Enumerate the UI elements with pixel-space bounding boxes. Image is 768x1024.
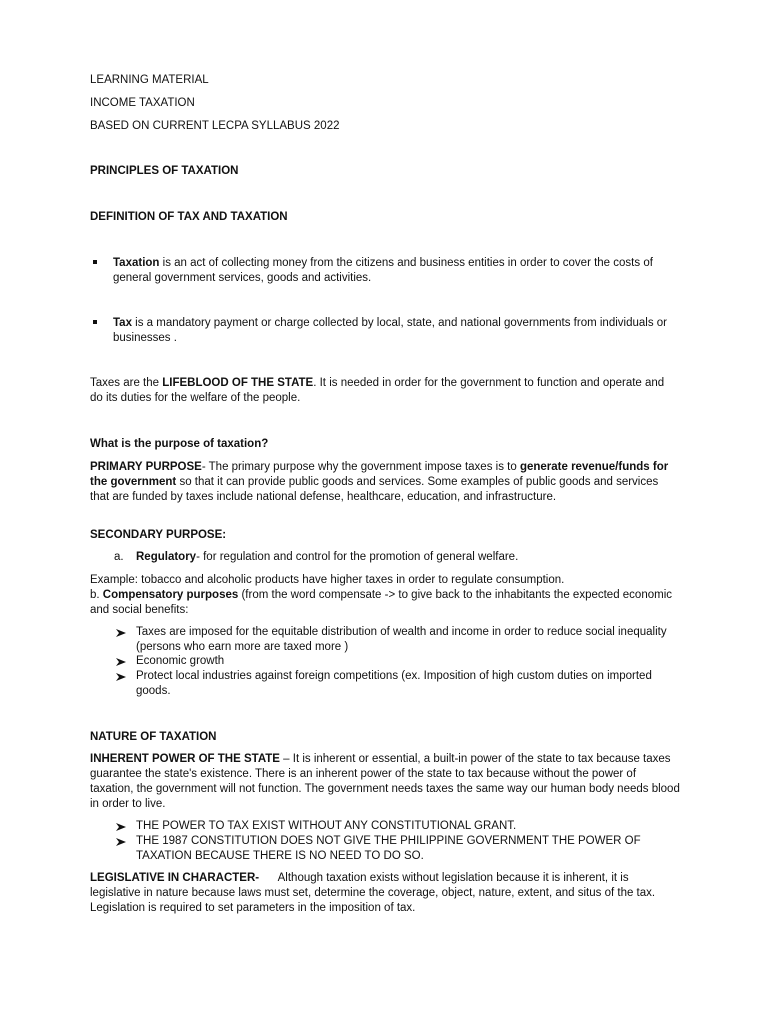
inherent-item-text: THE POWER TO TAX EXIST WITHOUT ANY CONSTITUTIONAL GRANT.	[136, 820, 517, 832]
header-line-2: INCOME TAXATION	[90, 97, 195, 109]
inherent-item-text: THE 1987 CONSTITUTION DOES NOT GIVE THE PHILIPPINE GOVERNMENT THE POWER OF TAXATION BECAUSE THERE IS NO NEED TO DO SO.	[136, 835, 641, 862]
header-line-3: BASED ON CURRENT LECPA SYLLABUS 2022	[90, 120, 340, 132]
compensatory-item-text: Economic growth	[136, 655, 225, 667]
tax-definition: Tax is a mandatory payment or charge collected by local, state, and national governments from individuals or businesses .	[113, 317, 667, 344]
arrow-bullet-icon	[114, 834, 134, 846]
list-marker-a: a.	[114, 551, 124, 563]
compensatory-item-text: Protect local industries against foreign competitions (ex. Imposition of high custom duties on imported goods.	[136, 670, 652, 697]
principles-heading: PRINCIPLES OF TAXATION	[90, 165, 239, 177]
legislative-paragraph: LEGISLATIVE IN CHARACTER- Although taxation exists without legislation because it is inherent, it is legislative in nature because laws must set, determine the coverage, object, nature, extent, and situs of the tax. Legislation is required to set parameters in the imposition of tax.	[90, 872, 659, 914]
arrow-bullet-icon	[114, 625, 134, 637]
square-bullet-icon	[90, 256, 100, 271]
primary-purpose-paragraph: PRIMARY PURPOSE- The primary purpose why the government impose taxes is to generate revenue/funds for the government so that it can provide public goods and services. Some examples of public goods and services that are funded by taxes include national defense, healthcare, education, and infrastructure.	[90, 461, 669, 503]
arrow-bullet-icon	[114, 669, 134, 681]
arrow-bullet-icon	[114, 654, 134, 666]
nature-heading: NATURE OF TAXATION	[90, 731, 217, 743]
secondary-purpose-label: SECONDARY PURPOSE:	[90, 529, 227, 541]
regulatory-text: Regulatory- for regulation and control for the promotion of general welfare.	[136, 551, 519, 563]
compensatory-item-text: Taxes are imposed for the equitable distribution of wealth and income in order to reduce social inequality (persons who earn more are taxed more )	[136, 626, 667, 653]
inherent-power-paragraph: INHERENT POWER OF THE STATE – It is inherent or essential, a built-in power of the state to tax because taxes guarantee the state's existence. There is an inherent power of the state to tax because without the power of taxation, the government will not function. The government needs taxes the same way our human body needs blood in order to live.	[90, 753, 680, 810]
purpose-question: What is the purpose of taxation?	[90, 438, 269, 450]
arrow-bullet-icon	[114, 819, 134, 831]
regulatory-example: Example: tobacco and alcoholic products have higher taxes in order to regulate consumption.	[90, 574, 565, 586]
taxation-definition: Taxation is an act of collecting money from the citizens and business entities in order to cover the costs of general government services, goods and activities.	[113, 257, 653, 284]
lifeblood-paragraph: Taxes are the LIFEBLOOD OF THE STATE. It is needed in order for the government to function and operate and do its duties for the welfare of the people.	[90, 377, 665, 404]
square-bullet-icon	[90, 316, 100, 331]
definition-heading: DEFINITION OF TAX AND TAXATION	[90, 211, 288, 223]
header-line-1: LEARNING MATERIAL	[90, 74, 209, 86]
compensatory-paragraph: b. Compensatory purposes (from the word compensate -> to give back to the inhabitants the expected economic and social benefits:	[90, 589, 673, 616]
